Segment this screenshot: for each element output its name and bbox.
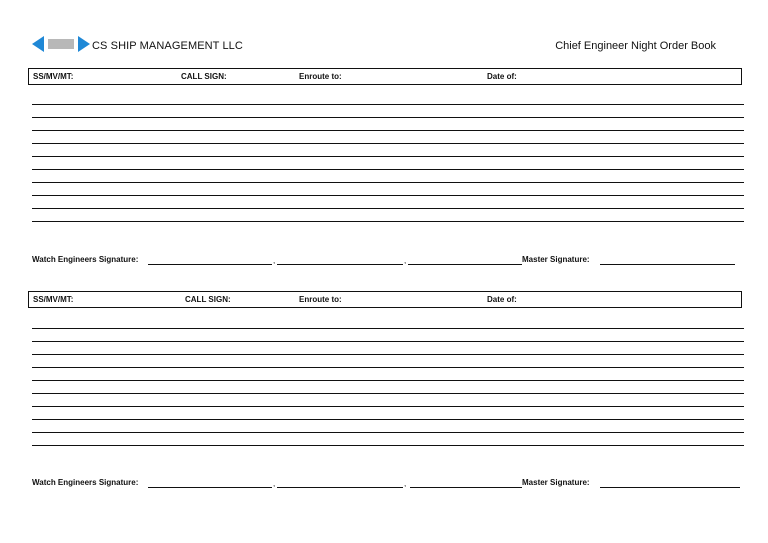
master-signature-line[interactable]: [600, 487, 740, 488]
watch-signature-label: Watch Engineers Signature:: [32, 255, 139, 264]
order-line: [32, 354, 744, 355]
signature-row: [32, 255, 744, 267]
company-name: CS SHIP MANAGEMENT LLC: [92, 40, 243, 52]
order-line: [32, 156, 744, 157]
order-line: [32, 445, 744, 446]
arrows-logo-icon: [32, 34, 92, 54]
date-field-label: Date of:: [487, 72, 517, 81]
master-signature-label: Master Signature:: [522, 255, 590, 264]
order-line: [32, 432, 744, 433]
watch-signature-label: Watch Engineers Signature:: [32, 478, 139, 487]
ship-field-label: SS/MV/MT:: [33, 295, 74, 304]
order-line: [32, 117, 744, 118]
order-line: [32, 169, 744, 170]
watch-signature-line-2[interactable]: [277, 487, 403, 488]
order-line: [32, 393, 744, 394]
signature-separator: ,: [273, 479, 276, 488]
order-line: [32, 367, 744, 368]
book-title: Chief Engineer Night Order Book: [555, 40, 716, 52]
date-field-label: Date of:: [487, 295, 517, 304]
order-line: [32, 143, 744, 144]
signature-separator: ,: [273, 256, 276, 265]
master-signature-line[interactable]: [600, 264, 735, 265]
watch-signature-line-3[interactable]: [410, 487, 522, 488]
order-line: [32, 406, 744, 407]
vessel-info-box: [28, 291, 742, 308]
form-header: [32, 34, 752, 58]
order-line: [32, 419, 744, 420]
order-line: [32, 104, 744, 105]
order-line: [32, 341, 744, 342]
ship-field-label: SS/MV/MT:: [33, 72, 74, 81]
call-sign-field-label: CALL SIGN:: [181, 72, 227, 81]
watch-signature-line-2[interactable]: [277, 264, 403, 265]
order-line: [32, 221, 744, 222]
order-line: [32, 130, 744, 131]
enroute-field-label: Enroute to:: [299, 72, 342, 81]
order-line: [32, 328, 744, 329]
watch-signature-line-1[interactable]: [148, 487, 272, 488]
enroute-field-label: Enroute to:: [299, 295, 342, 304]
watch-signature-line-1[interactable]: [148, 264, 272, 265]
signature-separator: ,: [404, 256, 407, 265]
signature-row: [32, 478, 744, 490]
order-line: [32, 182, 744, 183]
order-line: [32, 380, 744, 381]
watch-signature-line-3[interactable]: [408, 264, 522, 265]
master-signature-label: Master Signature:: [522, 478, 590, 487]
vessel-info-box: [28, 68, 742, 85]
call-sign-field-label: CALL SIGN:: [185, 295, 231, 304]
order-line: [32, 195, 744, 196]
order-line: [32, 208, 744, 209]
signature-separator: ,: [404, 479, 407, 488]
